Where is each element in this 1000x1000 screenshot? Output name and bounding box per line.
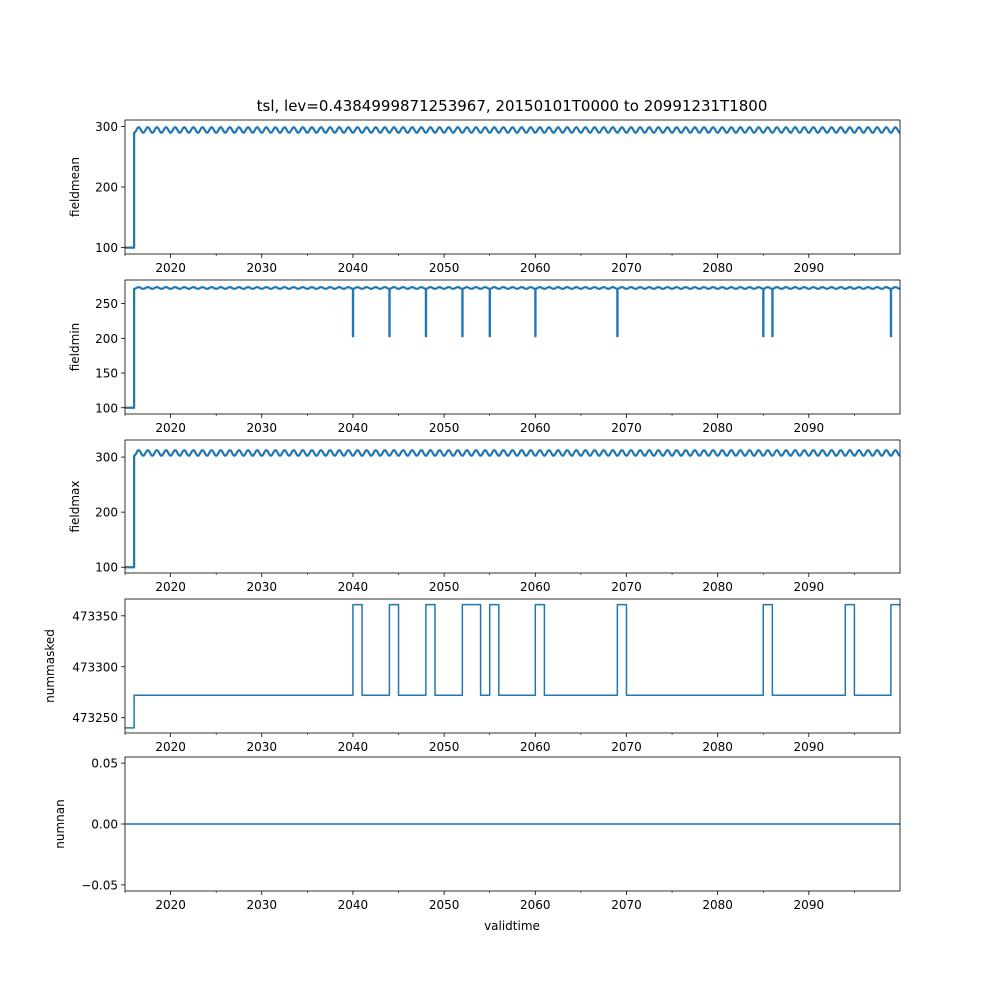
fieldmean-y-axis-label: fieldmean	[68, 157, 82, 217]
fieldmean-x-tick-label: 2030	[246, 261, 278, 275]
numnan-x-tick-label: 2070	[611, 898, 642, 912]
nummasked-x-tick-label: 2030	[246, 740, 278, 754]
fieldmean-x-tick-label: 2090	[793, 261, 825, 275]
nummasked-x-tick-label: 2020	[155, 740, 186, 754]
fieldmean-x-tick-label: 2020	[155, 261, 186, 275]
nummasked-y-tick-label: 473350	[72, 609, 118, 624]
fieldmin-y-tick-label: 250	[95, 297, 118, 312]
fieldmean-y-tick-label: 200	[95, 180, 118, 195]
nummasked-x-tick-label: 2090	[793, 740, 825, 754]
fieldmean-y-tick-label: 300	[95, 119, 118, 134]
fieldmin-x-tick-label: 2090	[793, 421, 825, 435]
nummasked-x-tick-label: 2070	[611, 740, 642, 754]
fieldmean-x-tick-label: 2080	[702, 261, 733, 275]
fieldmax-x-tick-label: 2030	[246, 580, 278, 594]
fieldmin-x-tick-label: 2030	[246, 421, 278, 435]
nummasked-x-tick-label: 2060	[520, 740, 551, 754]
fieldmin-x-tick-label: 2050	[428, 421, 460, 435]
fieldmin-y-tick-label: 100	[95, 401, 118, 416]
nummasked-y-tick-label: 473250	[72, 711, 118, 726]
numnan-x-tick-label: 2030	[246, 898, 278, 912]
chart-title: tsl, lev=0.4384999871253967, 20150101T0000 to 20991231T1800	[256, 97, 768, 115]
numnan-x-tick-label: 2020	[155, 898, 186, 912]
fieldmin-x-tick-label: 2080	[702, 421, 733, 435]
nummasked-x-tick-label: 2080	[702, 740, 733, 754]
fieldmax-x-tick-label: 2040	[337, 580, 369, 594]
numnan-y-tick-label: 0.05	[91, 756, 118, 771]
numnan-x-tick-label: 2060	[520, 898, 551, 912]
numnan-x-tick-label: 2050	[428, 898, 460, 912]
fieldmax-y-tick-label: 200	[95, 505, 118, 520]
numnan-x-tick-label: 2090	[793, 898, 825, 912]
fieldmin-x-tick-label: 2020	[155, 421, 186, 435]
fieldmean-y-tick-label: 100	[95, 241, 118, 256]
fieldmax-x-tick-label: 2050	[428, 580, 460, 594]
x-axis-label: validtime	[484, 919, 540, 933]
numnan-y-axis-label: numnan	[53, 799, 67, 849]
nummasked-x-tick-label: 2040	[337, 740, 369, 754]
numnan-x-tick-label: 2040	[337, 898, 369, 912]
fieldmean-x-tick-label: 2050	[428, 261, 460, 275]
nummasked-y-tick-label: 473300	[72, 660, 118, 675]
nummasked-y-axis-label: nummasked	[43, 629, 57, 703]
fieldmean-x-tick-label: 2060	[520, 261, 551, 275]
numnan-y-tick-label: 0.00	[91, 817, 118, 832]
fieldmax-x-tick-label: 2020	[155, 580, 186, 594]
fieldmax-x-tick-label: 2070	[611, 580, 642, 594]
fieldmean-x-tick-label: 2070	[611, 261, 642, 275]
fieldmax-x-tick-label: 2090	[793, 580, 825, 594]
fieldmin-y-tick-label: 200	[95, 331, 118, 346]
fieldmin-y-axis-label: fieldmin	[68, 322, 82, 372]
fieldmin-y-tick-label: 150	[95, 366, 118, 381]
numnan-y-tick-label: −0.05	[81, 878, 118, 893]
fieldmax-y-tick-label: 100	[95, 560, 118, 575]
fieldmax-y-axis-label: fieldmax	[68, 480, 82, 533]
fieldmin-x-tick-label: 2070	[611, 421, 642, 435]
nummasked-x-tick-label: 2050	[428, 740, 460, 754]
fieldmin-x-tick-label: 2040	[337, 421, 369, 435]
fieldmin-x-tick-label: 2060	[520, 421, 551, 435]
fieldmax-y-tick-label: 300	[95, 450, 118, 465]
fieldmean-x-tick-label: 2040	[337, 261, 369, 275]
fieldmax-x-tick-label: 2080	[702, 580, 733, 594]
fieldmax-x-tick-label: 2060	[520, 580, 551, 594]
numnan-x-tick-label: 2080	[702, 898, 733, 912]
